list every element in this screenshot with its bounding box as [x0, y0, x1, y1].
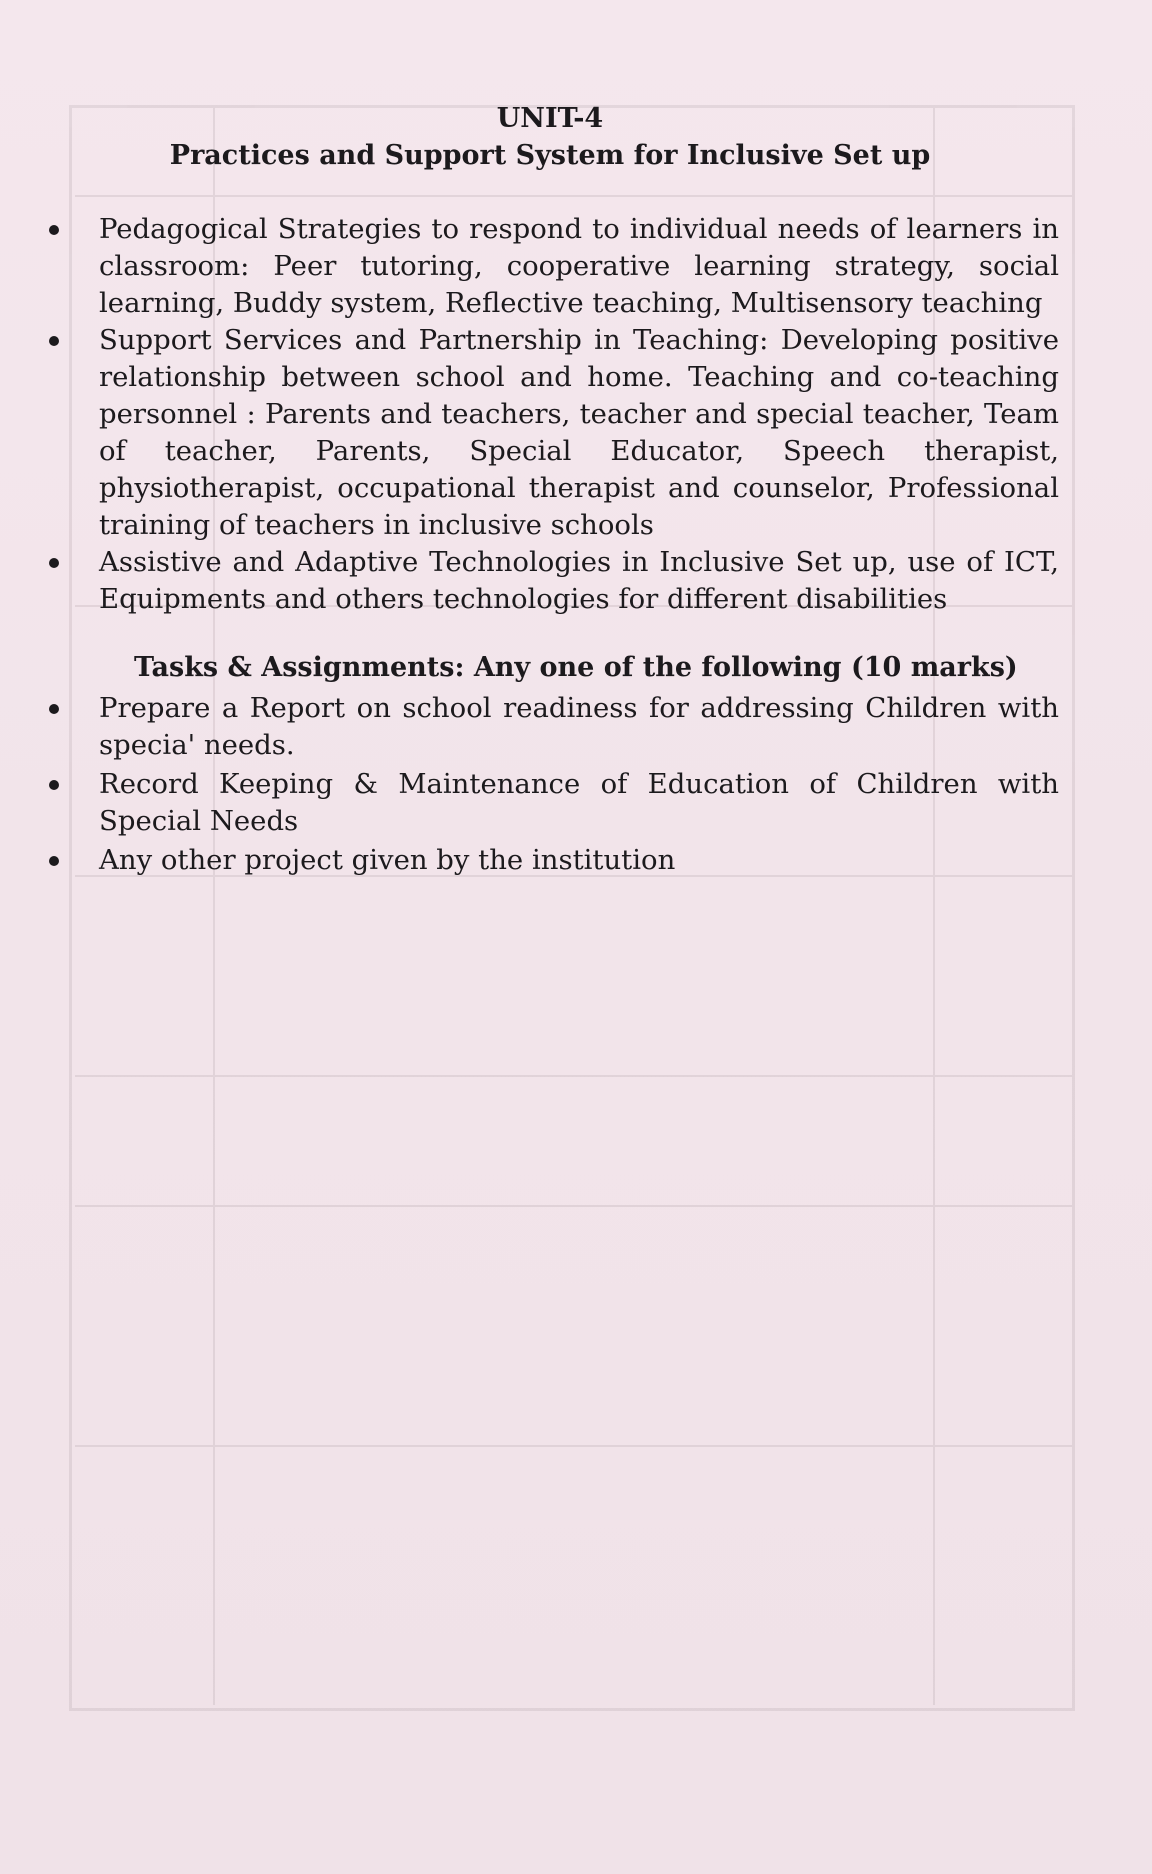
- bullet-icon: [49, 336, 59, 346]
- ghost-line: [75, 1075, 1075, 1077]
- bullet-icon: [49, 780, 59, 790]
- ghost-line: [75, 1205, 1075, 1207]
- unit-title: UNIT-4: [496, 103, 604, 134]
- unit-subtitle: Practices and Support System for Inclusive Set up: [169, 140, 931, 171]
- bullet-icon: [49, 225, 59, 235]
- list-item-text: Pedagogical Strategies to respond to individual needs of learners in classroom: Peer tutoring, cooperative learning strategy, social learning, Buddy system, Reflective teaching, Multisensory teaching: [99, 213, 1059, 319]
- bullet-icon: [49, 856, 59, 866]
- list-item-text: Assistive and Adaptive Technologies in Inclusive Set up, use of ICT, Equipments and others technologies for different disabilities: [99, 546, 1059, 615]
- list-item: [49, 842, 1059, 879]
- list-item-text: Any other project given by the institution: [99, 844, 676, 876]
- bullet-icon: [49, 704, 59, 714]
- ghost-line: [75, 195, 1075, 197]
- list-item-text: Support Services and Partnership in Teaching: Developing positive relationship between school and home. Teaching and co-teaching personnel : Parents and teachers, teacher and special teacher, Team of teacher, Parents, Special Educator, Speech therapist, physiotherapist, occupational therapist and counselor, Professional training of teachers in inclusive schools: [99, 324, 1059, 541]
- list-item-text: Record Keeping & Maintenance of Education of Children with Special Needs: [99, 768, 1059, 837]
- list-item: [49, 211, 1059, 322]
- list-item: [49, 690, 1059, 764]
- list-item: [49, 322, 1059, 544]
- list-item-text: Prepare a Report on school readiness for addressing Children with specia' needs.: [99, 692, 1059, 761]
- list-item: [49, 544, 1059, 618]
- ghost-line: [75, 1445, 1075, 1447]
- tasks-list: [49, 690, 1059, 879]
- tasks-heading: Tasks & Assignments: Any one of the following (10 marks): [134, 652, 1018, 683]
- list-item: [49, 766, 1059, 840]
- bullet-icon: [49, 558, 59, 568]
- strategies-list: [49, 211, 1059, 618]
